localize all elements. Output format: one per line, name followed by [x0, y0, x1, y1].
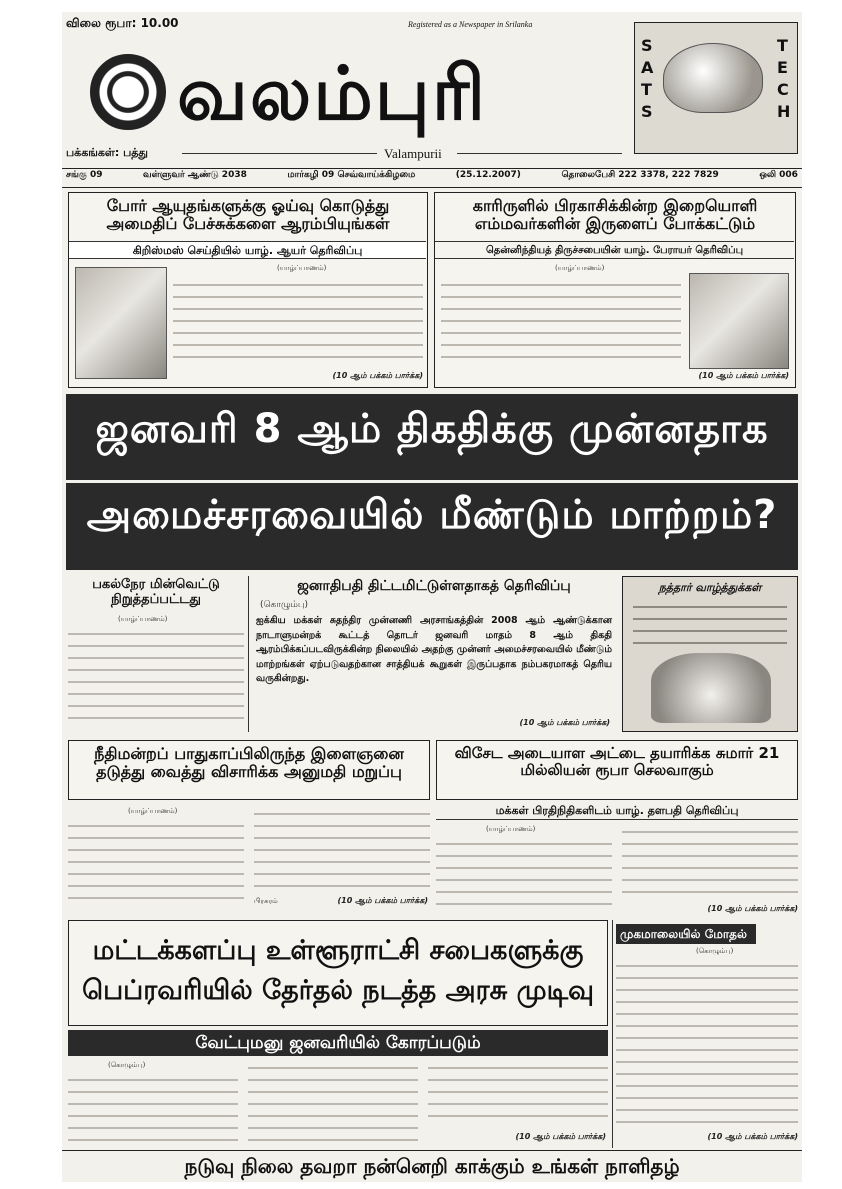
- story-court-headline: நீதிமன்றப் பாதுகாப்பிலிருந்த இளைஞனை தடுத்து வைத்து விசாரிக்க அனுமதி மறுப்பு: [94, 744, 404, 782]
- story-powercut: [68, 576, 244, 732]
- newspaper-page: [62, 12, 802, 1182]
- greeting-title: நத்தார் வாழ்த்துக்கள்: [658, 581, 762, 594]
- story-court-more: (10 ஆம் பக்கம் பார்க்க): [337, 896, 428, 905]
- lead-banner: [66, 394, 798, 570]
- story-president-more: (10 ஆம் பக்கம் பார்க்க): [519, 718, 610, 727]
- story-batticaloa-more: (10 ஆம் பக்கம் பார்க்க): [515, 1132, 606, 1141]
- volume: சங்கு 09: [66, 170, 103, 180]
- story-court: [68, 740, 430, 800]
- lead-banner-line1: ஜனவரி 8 ஆம் திகதிக்கு முன்னதாக: [95, 406, 769, 452]
- story-president-source: (கொழும்பு): [260, 600, 309, 610]
- masthead-rule-left: [182, 153, 377, 154]
- story-powercut-body: [68, 626, 244, 726]
- story-batticaloa-col1: [68, 1072, 238, 1144]
- col-divider-2: [612, 920, 613, 1148]
- lead-banner-line2: அமைச்சரவையில் மீண்டும் மாற்றம்?: [86, 492, 778, 538]
- story-ayar-more: (10 ஆம் பக்கம் பார்க்க): [332, 371, 423, 380]
- story-ayar: [68, 192, 428, 388]
- nativity-icon: [651, 653, 771, 723]
- issue-number: ஒலி 006: [759, 170, 798, 180]
- tamil-year: வள்ளுவர் ஆண்டு 2038: [143, 170, 247, 180]
- story-batticaloa-source: (கொழும்பு): [108, 1061, 146, 1069]
- story-court-source: (யாழ்ப்பாணம்): [128, 807, 178, 815]
- dateline: [62, 170, 802, 186]
- conch-logo: [90, 54, 166, 130]
- satellite-dish-icon: [663, 43, 763, 113]
- story-muhamalai: [616, 924, 798, 1148]
- footer-rule: [62, 1150, 802, 1151]
- footer-slogan: நடுவு நிலை தவறா நன்னெறி காக்கும் உங்கள் நாளிதழ்: [184, 1154, 680, 1178]
- story-batticaloa-body: [68, 1060, 608, 1148]
- story-batticaloa-col3: [428, 1060, 608, 1126]
- story-peraayar-subhead: தென்னிந்தியத் திருச்சபையின் யாழ். பேராயர் தெரிவிப்பு: [435, 241, 794, 259]
- story-muhamalai-source: (கொழும்பு): [696, 947, 734, 955]
- bishop2-photo: [689, 273, 789, 369]
- gregorian-date: (25.12.2007): [455, 170, 521, 180]
- story-president-headline: ஜனாதிபதி திட்டமிட்டுள்ளதாகத் தெரிவிப்பு: [297, 578, 571, 594]
- tech-text: TECH: [777, 36, 791, 121]
- story-idcard: [436, 740, 798, 800]
- story-idcard-subhead: மக்கள் பிரதிநிதிகளிடம் யாழ். தளபதி தெரிவிப்பு: [436, 802, 798, 820]
- greeting-text: [633, 599, 787, 649]
- story-batticaloa: [68, 920, 608, 1026]
- story-batticaloa-col2: [248, 1060, 418, 1144]
- masthead-title: வலம்புரி: [177, 51, 488, 137]
- story-idcard-body: [436, 824, 798, 916]
- story-peraayar-more: (10 ஆம் பக்கம் பார்க்க): [698, 371, 789, 380]
- story-president: [254, 576, 614, 732]
- story-batticaloa-headline: மட்டக்களப்பு உள்ளூராட்சி சபைகளுக்கு பெப்ரவரியில் தேர்தல் நடத்த அரசு முடிவு: [82, 935, 594, 1006]
- story-idcard-col1: [436, 836, 612, 912]
- story-court-col2: [254, 806, 430, 890]
- registered-note: Registered as a Newspaper in Srilanka: [408, 20, 533, 29]
- story-idcard-more: (10 ஆம் பக்கம் பார்க்க): [707, 904, 798, 913]
- lead-banner-divider: [66, 480, 798, 483]
- story-powercut-headline: பகல்நேர மின்வெட்டு நிறுத்தப்பட்டது: [92, 577, 220, 607]
- masthead-title-en: Valampurii: [384, 146, 442, 161]
- story-ayar-body: [173, 277, 423, 367]
- story-idcard-source: (யாழ்ப்பாணம்): [486, 825, 536, 833]
- story-powercut-source: (யாழ்ப்பாணம்): [118, 615, 168, 623]
- sats-text: SATS: [641, 36, 654, 121]
- price-label: விலை ரூபா: 10.00: [66, 16, 179, 30]
- story-ayar-subhead: கிறிஸ்மஸ் செய்தியில் யாழ். ஆயர் தெரிவிப்பு: [69, 241, 426, 259]
- story-court-byline: பிரசுரம்: [254, 897, 278, 905]
- story-peraayar-body: [441, 277, 681, 367]
- story-peraayar-source: (யாழ்ப்பாணம்): [555, 264, 605, 272]
- story-ayar-headline: போர் ஆயுதங்களுக்கு ஓய்வு கொடுத்து அமைதிப் பேச்சுக்களை ஆரம்பியுங்கள்: [106, 196, 390, 234]
- dateline-bottom-rule: [62, 187, 802, 188]
- col-divider-1: [248, 576, 249, 732]
- phone: தொலைபேசி 222 3378, 222 7829: [561, 170, 719, 180]
- story-president-body: ஐக்கிய மக்கள் சுதந்திர முன்னணி அரசாங்கத்தின் 2008 ஆம் ஆண்டுக்கான நாடாளுமன்றக் கூட்டத் தொடர் ஜனவரி மாதம் 8 ஆம் திகதி ஆரம்பிக்கப்படவிருக்கின்ற நிலையில் அதற்கு முன்னர் அமைச்சரவையில் மீண்டும் மாற்றங்கள் ஏற்படுவதற்கான சாத்தியக் கூறுகள் இருப்பதாக நம்பகரமாகத் தெரிய வருகின்றது.: [256, 615, 612, 684]
- story-idcard-col2: [622, 824, 798, 900]
- story-court-col1: [68, 818, 244, 902]
- story-idcard-headline: விசேட அடையாள அட்டை தயாரிக்க சுமார் 21 மில்லியன் ரூபா செலவாகும்: [454, 744, 780, 780]
- story-muhamalai-headline: முகமாலையில் மோதல்: [616, 924, 756, 944]
- masthead-rule-right: [457, 153, 622, 154]
- story-peraayar: [434, 192, 796, 388]
- dateline-top-rule: [62, 168, 802, 169]
- sats-tech-ad: [634, 22, 798, 154]
- story-court-body: [68, 806, 430, 916]
- tamil-date: மார்கழி 09 செவ்வாய்க்கிழமை: [287, 170, 416, 180]
- story-muhamalai-body: [616, 958, 798, 1128]
- story-muhamalai-more: (10 ஆம் பக்கம் பார்க்க): [707, 1132, 798, 1141]
- pages-label: பக்கங்கள்: பத்து: [66, 146, 148, 159]
- story-ayar-source: (யாழ்ப்பாணம்): [277, 264, 327, 272]
- bishop-photo: [75, 267, 167, 379]
- story-batticaloa-subhead: வேட்புமனு ஜனவரியில் கோரப்படும்: [68, 1030, 608, 1056]
- christmas-greeting: [622, 576, 798, 732]
- story-peraayar-headline: காரிருளில் பிரகாசிக்கின்ற இறையொளி எம்மவர்களின் இருளைப் போக்கட்டும்: [472, 196, 758, 234]
